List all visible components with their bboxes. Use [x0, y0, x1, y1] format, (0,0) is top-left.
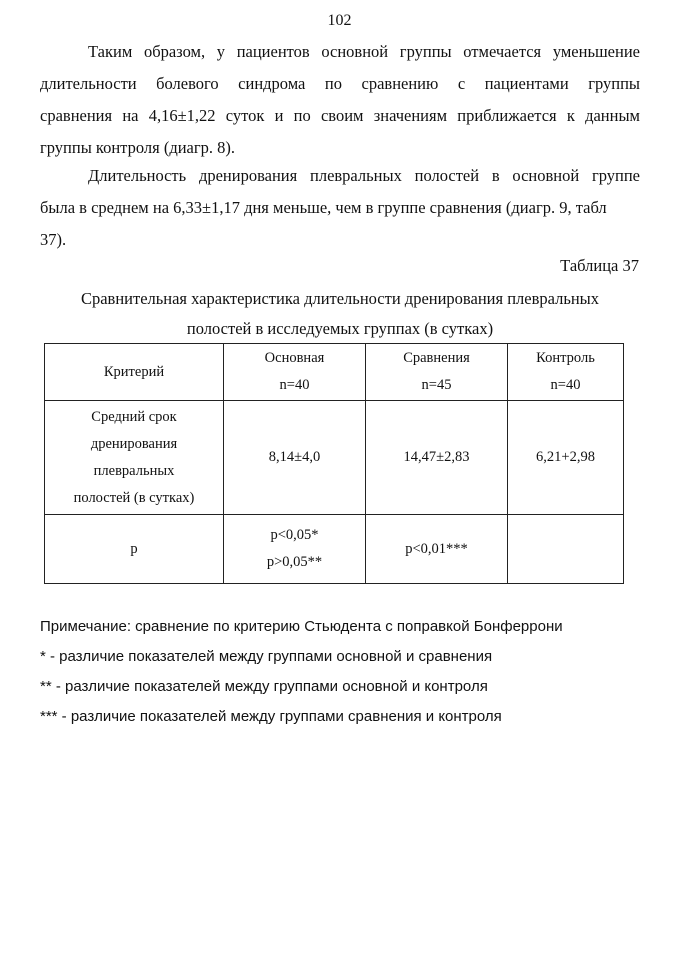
note-item-2: ** - различие показателей между группами основной и контроля [40, 678, 488, 695]
p-control-value [508, 515, 624, 584]
table-row-duration [45, 401, 624, 515]
table-caption-line-1: Сравнительная характеристика длительности дренирования плевральных [80, 289, 600, 308]
duration-label-line-4: полостей (в сутках) [73, 489, 195, 506]
duration-label [45, 401, 224, 515]
header-group-control-name: Контроль [536, 350, 595, 366]
header-group-compare-name: Сравнения [403, 350, 470, 366]
paragraph-1-line-3: сравнения на 4,16±1,22 суток и по своим значениям приближается к данным [40, 106, 640, 125]
header-criterion: Критерий [45, 344, 224, 401]
header-group-compare-n: n=45 [421, 377, 452, 393]
duration-label-line-2: дренирования [90, 435, 178, 452]
duration-compare-value: 14,47±2,83 [366, 401, 508, 515]
table-caption [40, 284, 640, 344]
p-main-value [224, 515, 366, 584]
header-group-compare [366, 344, 508, 401]
note-item-3: *** - различие показателей между группами сравнения и контроля [40, 708, 502, 725]
duration-control-value: 6,21+2,98 [508, 401, 624, 515]
p-main-line-1: p<0,05* [270, 527, 319, 543]
paragraph-2-line-1: Длительность дренирования плевральных полостей в основной группе [88, 166, 640, 185]
header-group-control [508, 344, 624, 401]
table-notes [40, 612, 660, 732]
p-label: p [45, 515, 224, 584]
duration-label-line-1: Средний срок [91, 408, 177, 425]
table-row-p [45, 515, 624, 584]
paragraph-2-line-2: была в среднем на 6,33±1,17 дня меньше, чем в группе сравнения (диагр. 9, табл [40, 198, 607, 217]
header-group-main [224, 344, 366, 401]
note-item-1: * - различие показателей между группами основной и сравнения [40, 648, 493, 665]
header-group-control-n: n=40 [550, 377, 581, 393]
paragraph-1-line-1: Таким образом, у пациентов основной группы отмечается уменьшение [88, 42, 640, 61]
table-header-row [45, 344, 624, 401]
paragraph-1 [40, 36, 640, 164]
header-group-main-name: Основная [264, 350, 325, 366]
paragraph-2-line-3: 37). [40, 230, 67, 249]
header-group-main-n: n=40 [279, 377, 310, 393]
paragraph-1-line-4: группы контроля (диагр. 8). [40, 138, 236, 157]
p-main-line-2: p>0,05** [266, 554, 323, 570]
duration-main-value: 8,14±4,0 [224, 401, 366, 515]
table-label: Таблица 37 [560, 256, 639, 275]
page-number: 102 [327, 12, 352, 29]
paragraph-2 [40, 160, 640, 256]
table-caption-line-2: полостей в исследуемых группах (в сутках) [186, 319, 494, 338]
notes-title: Примечание: сравнение по критерию Стьюдента с поправкой Бонферрони [40, 618, 563, 635]
paragraph-1-line-2: длительности болевого синдрома по сравнению с пациентами группы [40, 74, 640, 93]
p-compare-value: p<0,01*** [366, 515, 508, 584]
comparison-table [44, 343, 624, 584]
duration-label-line-3: плевральных [93, 462, 175, 479]
